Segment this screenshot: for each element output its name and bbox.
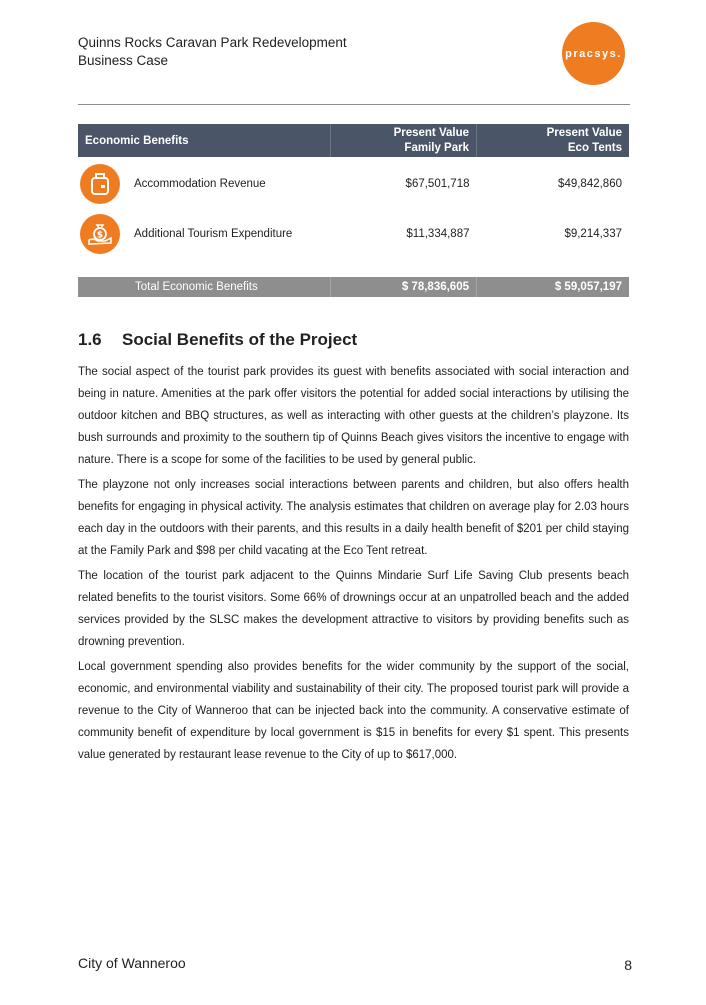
header-title-line1: Quinns Rocks Caravan Park Redevelopment xyxy=(78,35,347,50)
section-title: Social Benefits of the Project xyxy=(122,330,358,349)
footer-organisation: City of Wanneroo xyxy=(78,955,186,971)
row-label: Additional Tourism Expenditure xyxy=(134,228,293,240)
row-eco-tents-value: $49,842,860 xyxy=(558,178,622,190)
page-number: 8 xyxy=(624,957,632,973)
suitcase-icon xyxy=(80,164,120,204)
money-hand-icon xyxy=(80,214,120,254)
header-divider xyxy=(78,104,630,105)
section-body xyxy=(78,361,629,769)
header-economic-benefits: Economic Benefits xyxy=(78,124,331,157)
row-eco-tents-value: $9,214,337 xyxy=(564,228,622,240)
pracsys-logo xyxy=(562,22,625,85)
header-eco-tents-line2: Eco Tents xyxy=(567,141,622,154)
header-eco-tents xyxy=(477,124,630,157)
total-eco-tents-value: $ 59,057,197 xyxy=(477,277,630,297)
header-family-park xyxy=(331,124,477,157)
header-title-line2: Business Case xyxy=(78,53,169,68)
header-family-park-line1: Present Value xyxy=(393,126,469,139)
logo-text: pracsys. xyxy=(565,47,622,60)
header-family-park-line2: Family Park xyxy=(404,141,469,154)
paragraph: The playzone not only increases social interactions between parents and children, but also offers health benefits for engaging in physical activity. The analysis estimates that children on average play for 2.03 hours each day in the outdoors with their parents, and this results in a daily health benefit of $201 per child staying at the Family Park and $98 per child vacating at the Eco Tent retreat. xyxy=(78,479,629,557)
document-header xyxy=(78,34,347,70)
total-label: Total Economic Benefits xyxy=(78,277,331,297)
paragraph: The social aspect of the tourist park provides its guest with benefits associated with social interaction and being in nature. Amenities at the park offer visitors the potential for added social interactions by utilising the outdoor kitchen and BBQ structures, as well as interacting with other guests at the children’s playzone. Its bush surrounds and proximity to the southern tip of Quinns Beach gives visitors the incentive to engage with nature. There is a scope for some of the facilities to be used by general public. xyxy=(78,366,629,466)
table-total-row xyxy=(78,277,629,297)
paragraph: The location of the tourist park adjacent to the Quinns Mindarie Surf Life Saving Club presents beach related benefits to the tourist visitors. Some 66% of drownings occur at an unpatrolled beach and the added services provided by the SLSC makes the development attractive to visitors by providing benefits such as drowning prevention. xyxy=(78,570,629,648)
header-eco-tents-line1: Present Value xyxy=(546,126,622,139)
table-row xyxy=(78,211,629,257)
paragraph: Local government spending also provides benefits for the wider community by the support of the social, economic, and environmental viability and sustainability of their city. The proposed tourist park will provide a revenue to the City of Wanneroo that can be injected back into the community. A conservative estimate of community benefit of expenditure by local government is $15 in benefits for every $1 spent. This presents value generated by restaurant lease revenue to the City of up to $617,000. xyxy=(78,661,629,761)
row-family-park-value: $11,334,887 xyxy=(406,228,470,240)
section-heading xyxy=(78,330,357,350)
economic-benefits-table xyxy=(78,124,629,297)
section-number: 1.6 xyxy=(78,330,102,349)
table-row xyxy=(78,157,629,211)
row-label: Accommodation Revenue xyxy=(134,178,266,190)
total-family-park-value: $ 78,836,605 xyxy=(331,277,477,297)
table-header-row xyxy=(78,124,629,157)
svg-text:$: $ xyxy=(96,230,104,241)
row-family-park-value: $67,501,718 xyxy=(405,178,470,190)
